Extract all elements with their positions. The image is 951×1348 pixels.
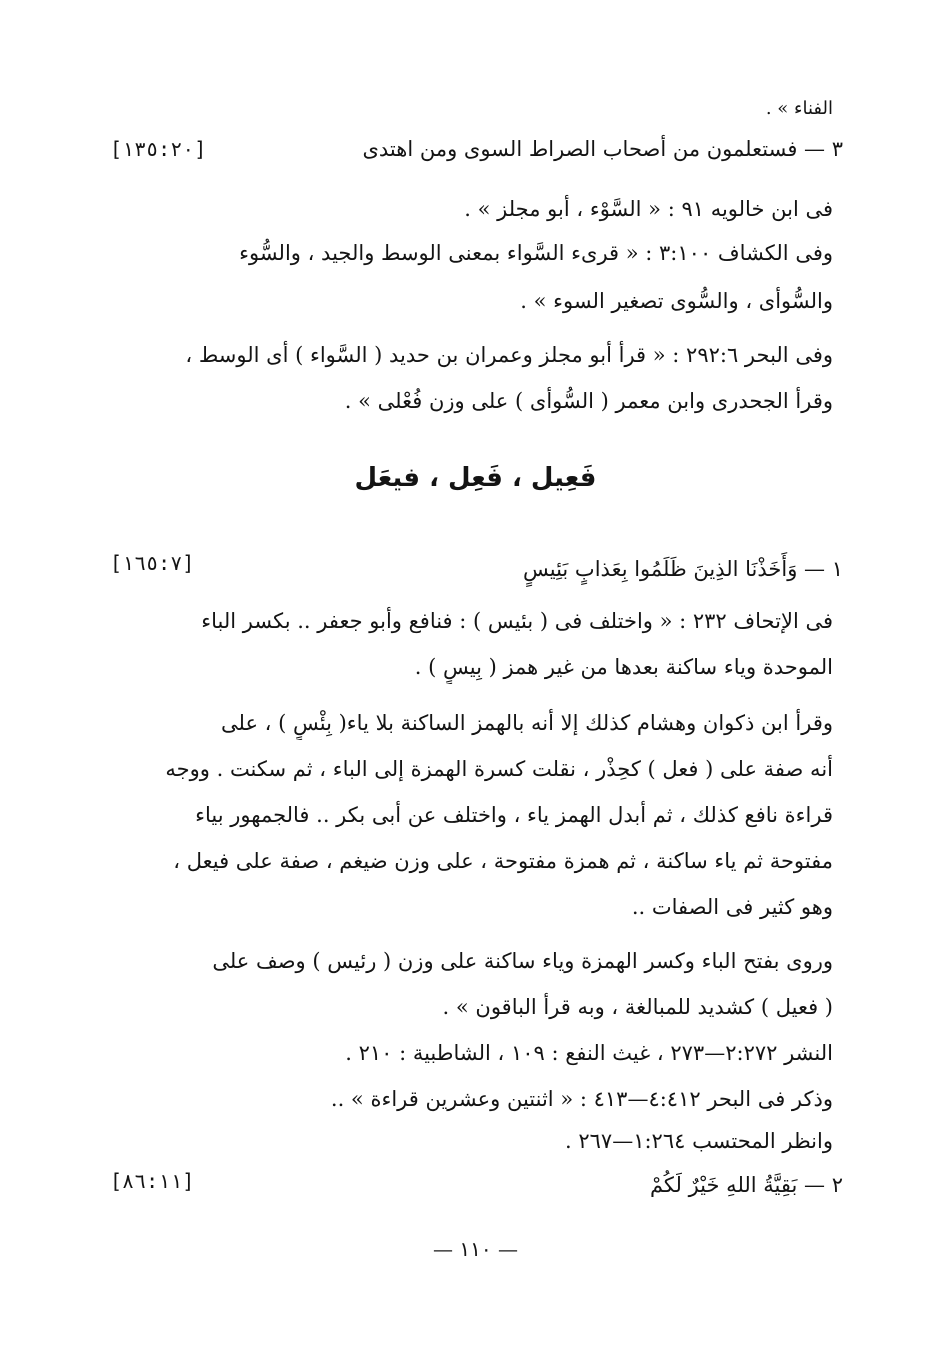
text-line: وفى الكشاف ٣:١٠٠ : « قرىء السَّواء بمعنى الوسط والجيد ، والسُّوء bbox=[239, 241, 833, 265]
text-line: وذكر فى البحر ٤:٤١٢—٤١٣ : « اثنتين وعشرين قراءة » .. bbox=[330, 1087, 833, 1111]
text-line: مفتوحة ثم ياء ساكنة ، ثم همزة مفتوحة ، على وزن ضيغم ، صفة على فيعل ، bbox=[173, 849, 833, 873]
text-line: وهو كثير فى الصفات .. bbox=[631, 895, 833, 919]
text-line: أنه صفة على ( فعل ) كحِذْر ، نقلت كسرة الهمزة إلى الباء ، ثم سكنت . ووجه bbox=[165, 757, 833, 781]
text-line: وفى البحر ٢٩٢:٦ : « قرأ أبو مجلز وعمران بن حديد ( السَّواء ) أى الوسط ، bbox=[185, 343, 833, 367]
text-line: فى ابن خالويه ٩١ : « السَّوْء ، أبو مجلز » . bbox=[464, 197, 833, 221]
text-line: ( فعيل ) كشديد للمبالغة ، وبه قرأ الباقون » . bbox=[442, 995, 833, 1019]
page-number: — ١١٠ — bbox=[433, 1237, 518, 1261]
text-line: الموحدة وياء ساكنة بعدها من غير همز ( بِيسٍ ) . bbox=[414, 655, 833, 679]
text-line: فى الإتحاف ٢٣٢ : « واختلف فى ( بئيس ) : فنافع وأبو جعفر .. بكسر الباء bbox=[201, 609, 833, 633]
verse-2-ref: [٨٦:١١] bbox=[110, 1169, 195, 1193]
verse-1-ref: [١٦٥:٧] bbox=[110, 551, 195, 575]
fragment-top: الفناء » . bbox=[765, 98, 833, 119]
text-line: قراءة نافع كذلك ، ثم أبدل الهمز ياء ، واختلف عن أبى بكر .. فالجمهور بياء bbox=[195, 803, 833, 827]
section-heading: فَعِيل ، فَعِل ، فيعَل bbox=[354, 463, 597, 493]
verse-3: ٣ — فستعلمون من أصحاب الصراط السوى ومن اهتدى bbox=[362, 137, 843, 161]
verse-3-ref: [١٣٥:٢٠] bbox=[110, 137, 207, 161]
verse-1: ١ — وَأَخَذْنَا الذِينَ ظَلَمُوا بِعَذابٍ بَئِيسٍ bbox=[522, 557, 843, 581]
text-line: وروى بفتح الباء وكسر الهمزة وياء ساكنة على وزن ( رئيس ) وصف على bbox=[212, 949, 833, 973]
text-line: وقرأ الجحدرى وابن معمر ( السُّوأى ) على وزن فُعْلى » . bbox=[344, 389, 833, 413]
text-line: وقرأ ابن ذكوان وهشام كذلك إلا أنه بالهمز الساكنة بلا ياء( بِئْسٍ ) ، على bbox=[221, 711, 833, 735]
text-line: والسُّوأى ، والسُّوى تصغير السوء » . bbox=[520, 289, 833, 313]
text-line: النشر ٢:٢٧٢—٢٧٣ ، غيث النفع : ١٠٩ ، الشاطبية : ٢١٠ . bbox=[345, 1041, 833, 1065]
text-line: وانظر المحتسب ١:٢٦٤—٢٦٧ . bbox=[564, 1129, 833, 1153]
verse-2: ٢ — بَقِيَّةُ اللهِ خَيْرٌ لَكُمْ bbox=[649, 1173, 843, 1197]
